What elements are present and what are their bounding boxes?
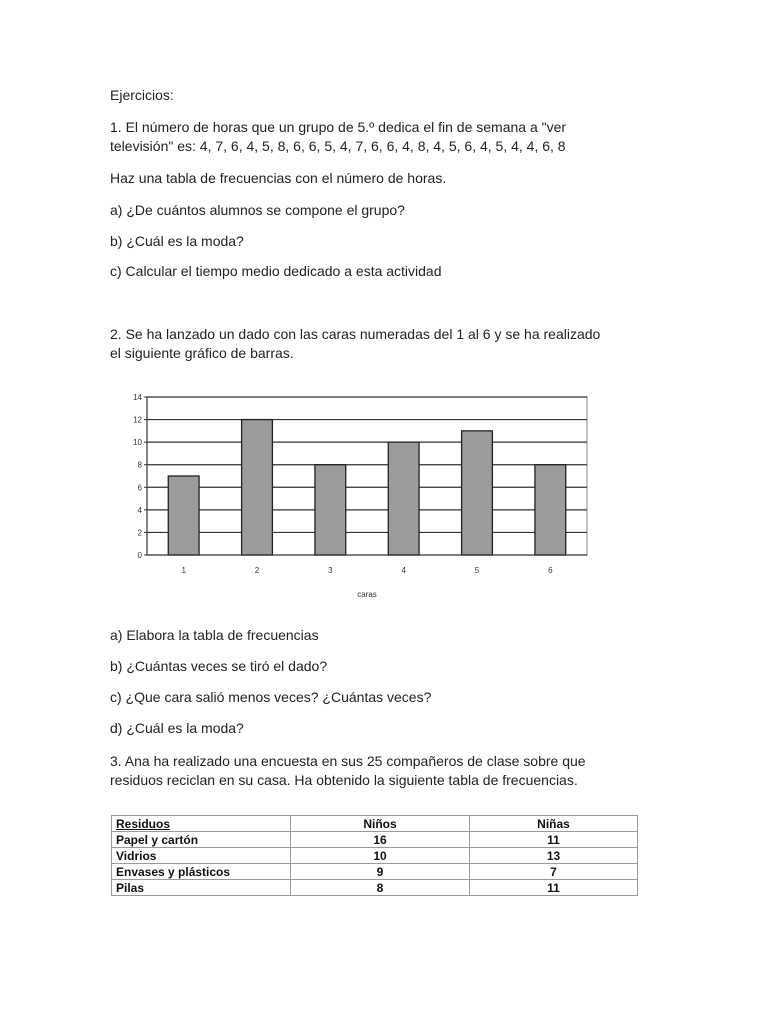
x-tick-label: 2 — [254, 566, 260, 575]
x-tick-label: 6 — [548, 566, 553, 575]
table-header-residuos: Residuos — [112, 816, 291, 832]
chart-plot-area — [147, 397, 587, 555]
x-tick-label: 3 — [328, 566, 333, 575]
table-header-ninos: Niños — [291, 816, 470, 832]
chart-bar — [168, 476, 199, 555]
table-cell-ninos: 16 — [291, 832, 470, 848]
exercise-3-line-2: residuos reciclan en su casa. Ha obtenido la siguiente tabla de frecuencias. — [110, 772, 578, 788]
exercise-1-question-b: b) ¿Cuál es la moda? — [110, 233, 244, 249]
table-row — [112, 832, 638, 848]
table-cell-ninos: 10 — [291, 848, 470, 864]
y-tick-label: 0 — [137, 551, 142, 560]
chart-bar — [315, 465, 346, 555]
x-axis-title: caras — [357, 590, 377, 599]
x-tick-label: 5 — [474, 566, 480, 575]
chart-grid — [147, 397, 587, 555]
y-tick-label: 8 — [137, 460, 142, 470]
chart-bar — [535, 465, 566, 555]
table-row — [112, 848, 638, 864]
exercise-2-line-1: 2. Se ha lanzado un dado con las caras numeradas del 1 al 6 y se ha realizado — [110, 326, 601, 342]
x-tick-label: 4 — [401, 566, 406, 575]
exercise-3-line-1: 3. Ana ha realizado una encuesta en sus 25 compañeros de clase sobre que — [110, 753, 586, 769]
exercise-1-question-a: a) ¿De cuántos alumnos se compone el grupo? — [110, 202, 405, 218]
exercise-2-question-d: d) ¿Cuál es la moda? — [110, 720, 244, 736]
exercise-2-question-b: b) ¿Cuántas veces se tiró el dado? — [110, 658, 328, 674]
table-header-ninas: Niñas — [470, 816, 638, 832]
y-tick-label: 14 — [133, 393, 142, 402]
exercise-1-line-1: 1. El número de horas que un grupo de 5.º dedica el fin de semana a "ver — [110, 119, 567, 135]
chart-bar — [462, 431, 493, 555]
x-tick-label: 1 — [181, 566, 186, 575]
y-tick-label: 6 — [137, 483, 142, 493]
exercise-2-question-c: c) ¿Que cara salió menos veces? ¿Cuántas veces? — [110, 689, 432, 705]
exercise-2-question-a: a) Elabora la tabla de frecuencias — [110, 627, 319, 643]
y-tick-label: 2 — [137, 528, 142, 538]
dice-bar-chart — [112, 385, 598, 605]
exercise-1-instruction: Haz una tabla de frecuencias con el número de horas. — [110, 170, 447, 186]
table-cell-residuo: Papel y cartón — [112, 832, 291, 848]
y-tick-label: 12 — [133, 415, 142, 425]
exercise-1-line-2: televisión" es: 4, 7, 6, 4, 5, 8, 6, 6, 5, 4, 7, 6, 6, 4, 8, 4, 5, 6, 4, 5, 4, 4, 6, 8 — [110, 138, 566, 154]
chart-bar — [242, 420, 273, 555]
table-cell-residuo: Envases y plásticos — [112, 864, 291, 880]
table-cell-ninos: 8 — [291, 880, 470, 896]
table-row — [112, 880, 638, 896]
table-cell-ninas: 11 — [470, 832, 638, 848]
recycling-frequency-table — [111, 815, 638, 896]
y-tick-label: 4 — [137, 505, 142, 515]
table-cell-residuo: Vidrios — [112, 848, 291, 864]
bar-chart-svg — [112, 385, 598, 605]
y-tick-label: 10 — [133, 438, 142, 448]
exercise-1-question-c: c) Calcular el tiempo medio dedicado a esta actividad — [110, 263, 442, 279]
page-heading: Ejercicios: — [110, 87, 174, 103]
exercise-2-line-2: el siguiente gráfico de barras. — [110, 345, 294, 361]
table-cell-ninas: 13 — [470, 848, 638, 864]
table-cell-ninas: 11 — [470, 880, 638, 896]
table-row — [112, 864, 638, 880]
table-header-row — [112, 816, 638, 832]
chart-bar — [388, 442, 419, 555]
table-cell-ninos: 9 — [291, 864, 470, 880]
table-cell-residuo: Pilas — [112, 880, 291, 896]
table-cell-ninas: 7 — [470, 864, 638, 880]
